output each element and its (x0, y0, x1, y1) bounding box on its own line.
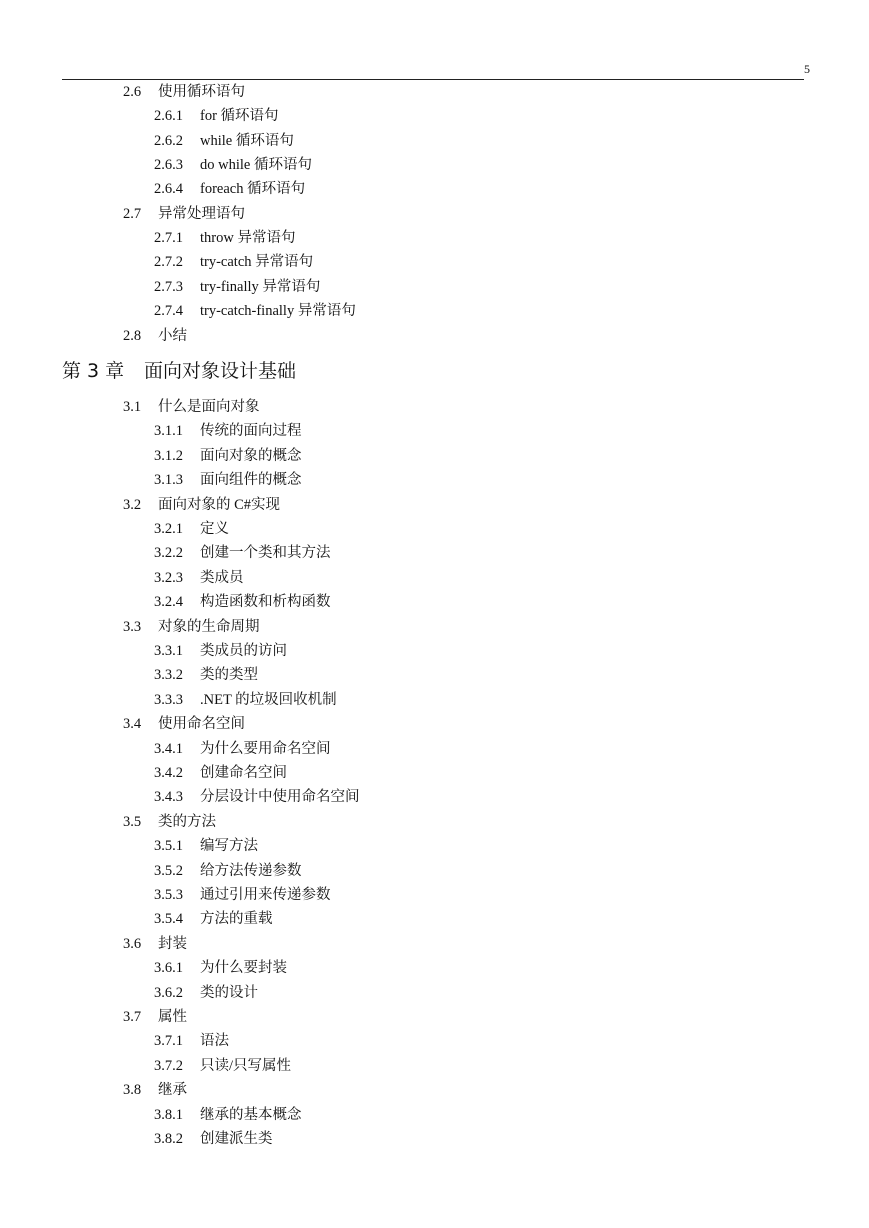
toc-entry-title: for 循环语句 (200, 108, 279, 125)
toc-subsection (154, 301, 356, 321)
toc-subsection (154, 665, 258, 685)
toc-entry-title: 类的设计 (200, 984, 258, 1001)
toc-section (123, 326, 187, 346)
toc-entry-number: 3.4 (123, 716, 142, 733)
toc-entry-title: 面向对象的概念 (200, 447, 302, 464)
chapter-number: 第 3 章 (62, 360, 125, 382)
toc-entry-number: 2.6.4 (154, 181, 183, 198)
toc-entry-title: 编写方法 (200, 838, 258, 855)
header-rule (62, 79, 804, 80)
toc-entry-number: 3.3.1 (154, 643, 183, 659)
toc-entry-number: 3.8.2 (154, 1131, 183, 1147)
toc-subsection (154, 568, 244, 588)
toc-subsection (154, 739, 331, 759)
toc-entry-number: 3.2.4 (154, 594, 183, 611)
toc-entry-title: 类的类型 (200, 667, 258, 684)
toc-subsection (154, 106, 279, 126)
toc-entry-title: 为什么要封装 (200, 960, 287, 977)
toc-entry-number: 3.3.2 (154, 667, 183, 684)
toc-section (123, 82, 245, 102)
toc-entry-number: 3.2.2 (154, 545, 183, 562)
toc-subsection (154, 690, 337, 710)
toc-entry-title: 构造函数和析构函数 (200, 594, 331, 611)
toc-subsection (154, 836, 258, 856)
toc-entry-title: 类成员 (200, 569, 244, 586)
toc-entry-number: 3.5.4 (154, 911, 183, 928)
toc-entry-title: try-finally 异常语句 (200, 278, 321, 295)
toc-subsection (154, 958, 287, 978)
toc-entry-title: 对象的生命周期 (158, 618, 260, 635)
toc-section (123, 617, 260, 637)
chapter-title: 面向对象设计基础 (144, 360, 297, 382)
toc-subsection (154, 421, 302, 441)
toc-entry-title: foreach 循环语句 (200, 181, 306, 198)
toc-entry-title: 属性 (158, 1009, 187, 1025)
toc-entry-number: 3.2.1 (154, 521, 183, 537)
toc-subsection (154, 543, 331, 563)
toc-subsection (154, 131, 294, 151)
toc-entry-title: .NET 的垃圾回收机制 (200, 691, 337, 708)
toc-entry-title: 面向组件的概念 (200, 472, 302, 489)
toc-subsection (154, 763, 287, 783)
toc-entry-number: 2.6.3 (154, 157, 183, 174)
toc-entry-title: 传统的面向过程 (200, 423, 302, 440)
toc-subsection (154, 1056, 291, 1076)
toc-subsection (154, 909, 273, 929)
toc-section (123, 1080, 187, 1100)
toc-entry-title: 继承 (158, 1082, 187, 1099)
toc-entry-number: 3.8 (123, 1082, 142, 1099)
page-number: 5 (804, 62, 810, 76)
toc-entry-title: 为什么要用命名空间 (200, 740, 331, 757)
toc-entry-title: 类成员的访问 (200, 643, 287, 659)
toc-entry-title: 继承的基本概念 (200, 1106, 302, 1123)
toc-entry-title: do while 循环语句 (200, 157, 312, 174)
toc-entry-number: 2.7.1 (154, 230, 183, 247)
toc-entry-number: 3.4.2 (154, 765, 183, 781)
toc-entry-number: 3.3.3 (154, 691, 183, 708)
toc-entry-number: 2.7.2 (154, 254, 183, 271)
toc-entry-number: 3.1 (123, 399, 142, 415)
toc-subsection (154, 470, 302, 490)
toc-subsection (154, 861, 302, 881)
toc-section (123, 204, 245, 224)
toc-entry-number: 3.5.3 (154, 887, 183, 903)
toc-entry-number: 2.8 (123, 327, 142, 344)
toc-subsection (154, 228, 295, 248)
toc-entry-number: 2.6.1 (154, 108, 183, 125)
toc-subsection (154, 277, 320, 297)
toc-entry-number: 3.6.1 (154, 960, 183, 977)
toc-entry-number: 2.6 (123, 84, 142, 100)
toc-entry-title: 封装 (158, 935, 187, 952)
toc-subsection (154, 641, 287, 661)
toc-entry-title: try-catch-finally 异常语句 (200, 303, 356, 320)
toc-section (123, 1007, 187, 1027)
toc-subsection (154, 1031, 229, 1051)
toc-entry-number: 2.7 (123, 205, 142, 222)
toc-entry-number: 2.7.4 (154, 303, 183, 320)
toc-entry-title: 方法的重载 (200, 911, 273, 928)
toc-entry-number: 3.5.1 (154, 838, 183, 855)
toc-entry-number: 3.1.1 (154, 423, 183, 440)
toc-entry-number: 2.6.2 (154, 132, 183, 149)
toc-entry-title: 定义 (200, 521, 229, 537)
toc-entry-title: 只读/只写属性 (200, 1057, 292, 1074)
toc-subsection (154, 983, 258, 1003)
toc-entry-title: 创建一个类和其方法 (200, 545, 331, 562)
toc-entry-title: 创建派生类 (200, 1131, 273, 1147)
toc-entry-number: 2.7.3 (154, 278, 183, 295)
toc-subsection (154, 446, 302, 466)
toc-entry-number: 3.2 (123, 496, 142, 513)
toc-entry-title: 类的方法 (158, 813, 216, 830)
toc-entry-title: 使用命名空间 (158, 716, 245, 733)
toc-subsection (154, 1105, 302, 1125)
toc-section (123, 397, 260, 417)
toc-entry-title: 通过引用来传递参数 (200, 887, 331, 903)
toc-subsection (154, 1129, 273, 1149)
toc-subsection (154, 179, 305, 199)
toc-entry-title: 什么是面向对象 (158, 399, 260, 415)
toc-section (123, 934, 187, 954)
toc-subsection (154, 155, 312, 175)
toc-subsection (154, 885, 331, 905)
chapter-heading (62, 358, 296, 384)
toc-section (123, 495, 280, 515)
toc-entry-title: 给方法传递参数 (200, 862, 302, 879)
toc-entry-title: 小结 (158, 327, 187, 344)
toc-entry-number: 3.7 (123, 1009, 142, 1025)
toc-entry-number: 3.8.1 (154, 1106, 183, 1123)
toc-entry-number: 3.2.3 (154, 569, 183, 586)
toc-entry-title: 创建命名空间 (200, 765, 287, 781)
toc-entry-number: 3.4.1 (154, 740, 183, 757)
toc-entry-number: 3.7.2 (154, 1057, 183, 1074)
toc-entry-number: 3.6 (123, 935, 142, 952)
toc-subsection (154, 592, 331, 612)
toc-entry-title: throw 异常语句 (200, 230, 296, 247)
toc-entry-title: 使用循环语句 (158, 84, 245, 100)
toc-entry-number: 3.7.1 (154, 1033, 183, 1050)
toc-entry-number: 3.4.3 (154, 789, 183, 806)
toc-subsection (154, 252, 313, 272)
toc-entry-title: while 循环语句 (200, 132, 294, 149)
toc-entry-number: 3.3 (123, 618, 142, 635)
toc-entry-number: 3.1.3 (154, 472, 183, 489)
toc-entry-title: 面向对象的 C#实现 (158, 496, 281, 513)
toc-subsection (154, 787, 360, 807)
toc-entry-title: 分层设计中使用命名空间 (200, 789, 360, 806)
toc-subsection (154, 519, 229, 539)
toc-entry-number: 3.6.2 (154, 984, 183, 1001)
toc-entry-number: 3.5.2 (154, 862, 183, 879)
toc-section (123, 812, 216, 832)
toc-entry-number: 3.5 (123, 813, 142, 830)
toc-section (123, 714, 245, 734)
toc-entry-title: 异常处理语句 (158, 205, 245, 222)
toc-entry-title: 语法 (200, 1033, 229, 1050)
toc-entry-number: 3.1.2 (154, 447, 183, 464)
toc-entry-title: try-catch 异常语句 (200, 254, 314, 271)
